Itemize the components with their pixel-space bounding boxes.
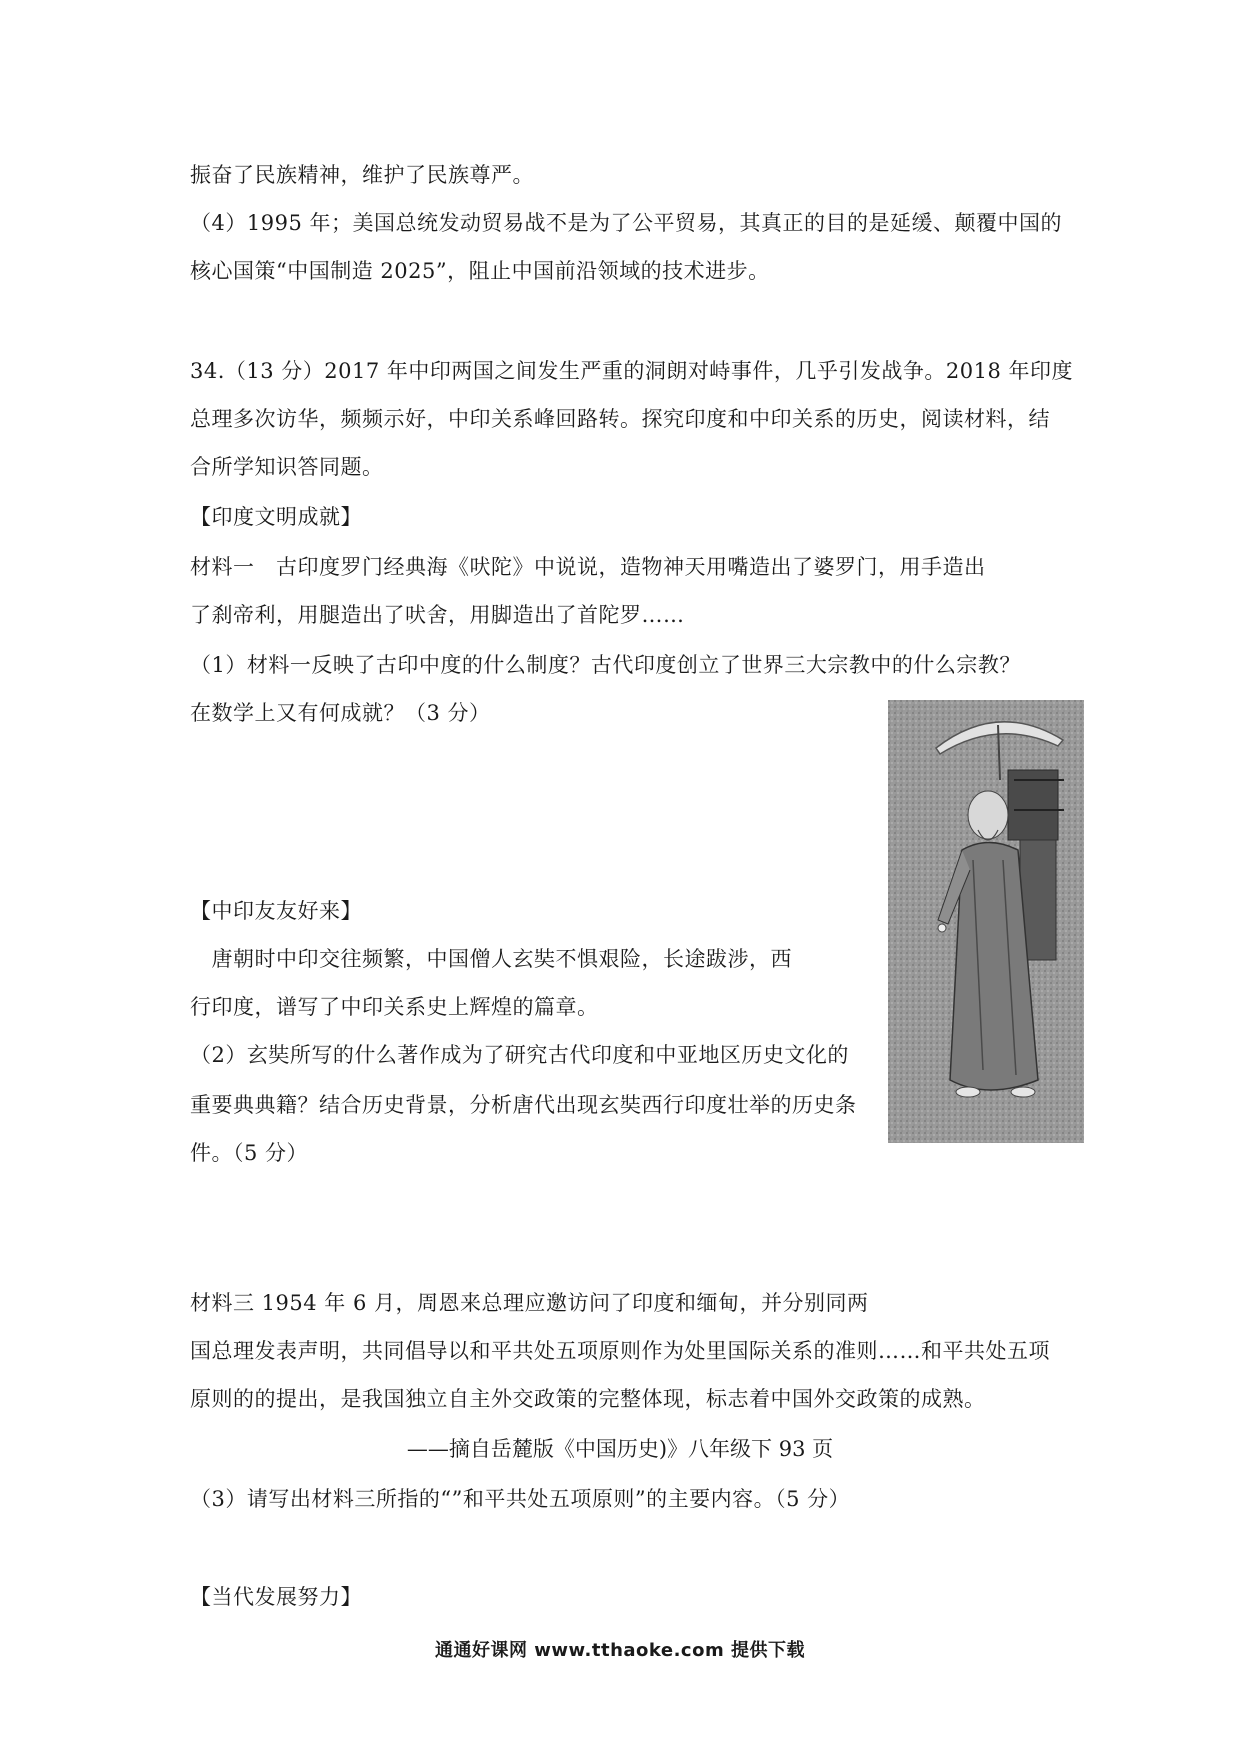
sub-question-1-line-1: （1）材料一反映了古印中度的什么制度？古代印度创立了世界三大宗教中的什么宗教？ [190, 653, 1021, 677]
sub-question-1-line-2: 在数学上又有何成就？（3 分） [190, 701, 491, 725]
question-34-intro-3: 合所学知识答同题。 [190, 455, 384, 479]
xuanzang-traveling-monk-icon [888, 700, 1084, 1143]
sub-question-2-line-1: （2）玄奘所写的什么著作成为了研究古代印度和中亚地区历史文化的 [190, 1043, 849, 1067]
material-three-source: ——摘自岳麓版《中国历史)》八年级下 93 页 [406, 1437, 834, 1461]
material-two-line-1: 唐朝时中印交往频繁，中国僧人玄奘不惧艰险，长途跋涉，西 [190, 947, 792, 971]
section-sino-india-friendship: 【中印友友好来】 [190, 899, 362, 923]
section-contemporary-development: 【当代发展努力】 [190, 1585, 362, 1609]
material-one-line-1: 材料一 古印度罗门经典海《吠陀》中说说，造物神天用嘴造出了婆罗门，用手造出 [190, 555, 986, 579]
sub-question-2-line-3: 件。（5 分） [190, 1141, 309, 1165]
answer-line-1: 振奋了民族精神，维护了民族尊严。 [190, 163, 534, 187]
xuanzang-illustration [888, 700, 1084, 1143]
section-india-civilization: 【印度文明成就】 [190, 505, 362, 529]
material-three-line-1: 材料三 1954 年 6 月，周恩来总理应邀访问了印度和缅甸，并分别同两 [190, 1291, 869, 1315]
answer-line-3: 核心国策“中国制造 2025”，阻止中国前沿领域的技术进步。 [190, 259, 770, 283]
sub-question-2-line-2: 重要典典籍？结合历史背景，分析唐代出现玄奘西行印度壮举的历史条 [190, 1093, 857, 1117]
material-three-line-3: 原则的的提出，是我国独立自主外交政策的完整体现，标志着中国外交政策的成熟。 [190, 1387, 986, 1411]
answer-line-2: （4）1995 年；美国总统发动贸易战不是为了公平贸易，其真正的目的是延缓、颠覆中国的 [190, 211, 1062, 235]
material-one-line-2: 了刹帝利，用腿造出了吠舍，用脚造出了首陀罗…… [190, 603, 685, 627]
material-two-line-2: 行印度，谱写了中印关系史上辉煌的篇章。 [190, 995, 599, 1019]
page-footer: 通通好课网 www.tthaoke.com 提供下载 [435, 1640, 805, 1661]
question-34-intro-1: 34.（13 分）2017 年中印两国之间发生严重的洞朗对峙事件，几乎引发战争。2018 年印度 [190, 359, 1074, 383]
material-three-line-2: 国总理发表声明，共同倡导以和平共处五项原则作为处里国际关系的准则……和平共处五项 [190, 1339, 1050, 1363]
sub-question-3: （3）请写出材料三所指的“”和平共处五项原则”的主要内容。（5 分） [190, 1487, 851, 1511]
question-34-intro-2: 总理多次访华，频频示好，中印关系峰回路转。探究印度和中印关系的历史，阅读材料，结 [190, 407, 1050, 431]
